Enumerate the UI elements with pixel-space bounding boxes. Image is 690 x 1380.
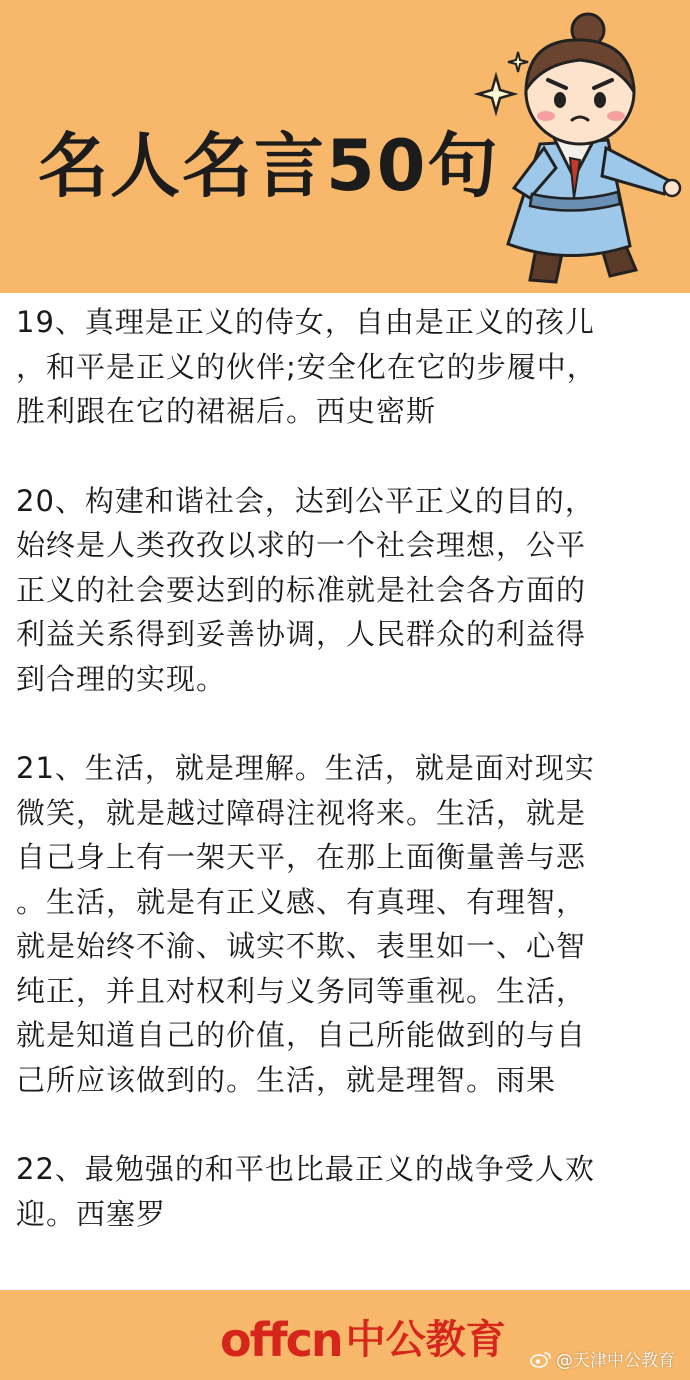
quote-line: 22、最勉强的和平也比最正义的战争受人欢 (16, 1152, 595, 1186)
watermark-text: @天津中公教育 (556, 1351, 675, 1371)
quote-line: 己所应该做到的。生活，就是理智。雨果 (16, 1062, 557, 1097)
weibo-watermark (530, 1346, 675, 1371)
quote-22 (16, 1147, 676, 1236)
sparkle-icon (478, 76, 514, 112)
footer-banner (0, 1290, 690, 1380)
weibo-icon (530, 1350, 552, 1368)
quote-line: 微笑，就是越过障碍注视将来。生活，就是 (16, 795, 587, 830)
quote-line: 19、真理是正义的侍女，自由是正义的孩儿 (16, 305, 595, 339)
quote-line: 就是始终不渝、诚实不欺、表里如一、心智 (16, 929, 587, 963)
quote-line: 正义的社会要达到的标准就是社会各方面的 (16, 572, 587, 607)
brand-logo-cn: 中公教育 (345, 1317, 506, 1363)
quote-line: 胜利跟在它的裙裾后。西史密斯 (16, 394, 437, 428)
quote-line: 21、生活，就是理解。生活，就是面对现实 (16, 751, 595, 785)
mascot-illustration (468, 8, 690, 290)
quote-21 (16, 746, 676, 1102)
quote-line: 20、构建和谐社会，达到公平正义的目的， (16, 483, 595, 518)
sparkle-icon (508, 52, 528, 72)
quote-line: ，和平是正义的伙伴;安全化在它的步履中， (16, 349, 597, 384)
quote-line: 始终是人类孜孜以求的一个社会理想，公平 (16, 528, 587, 562)
quote-line: 利益关系得到妥善协调，人民群众的利益得 (16, 617, 587, 651)
quote-line: 。生活，就是有正义感、有真理、有理智， (16, 884, 587, 919)
quote-line: 纯正，并且对权利与义务同等重视。生活， (16, 973, 587, 1008)
brand-logo-en: offcn (220, 1313, 342, 1367)
quote-list (16, 300, 676, 1281)
quote-line: 到合理的实现。 (16, 661, 227, 696)
page-title: 名人名言50句 (38, 125, 500, 207)
quote-line: 迎。西塞罗 (16, 1196, 167, 1231)
quote-19 (16, 300, 676, 434)
brand-logo (220, 1306, 506, 1366)
quote-line: 就是知道自己的价值，自己所能做到的与自 (16, 1018, 587, 1052)
quote-20 (16, 479, 676, 702)
quote-line: 自己身上有一架天平，在那上面衡量善与恶 (16, 840, 587, 874)
header-banner (0, 0, 690, 293)
